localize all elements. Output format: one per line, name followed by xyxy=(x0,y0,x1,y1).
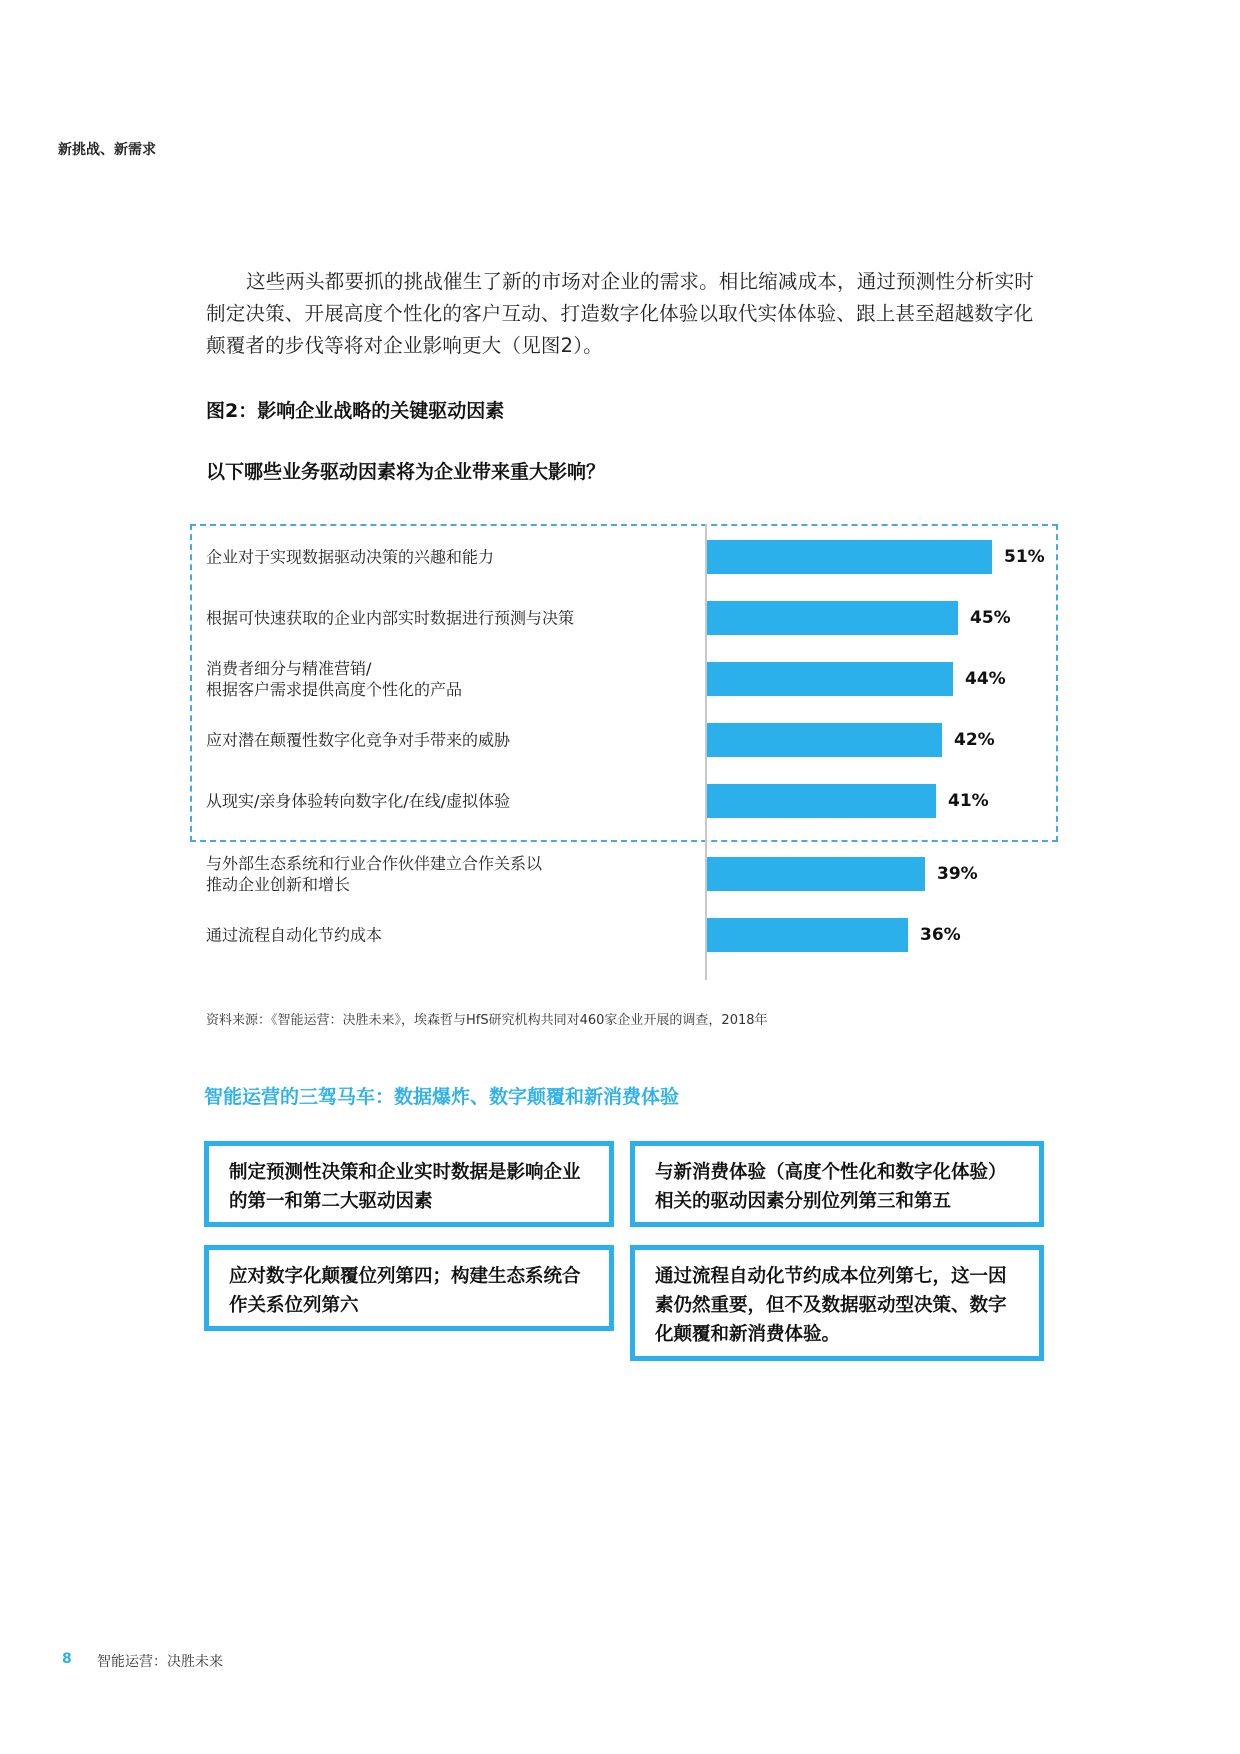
chart-bar-value: 44% xyxy=(965,669,1006,689)
chart-row-label-line: 与外部生态系统和行业合作伙伴建立合作关系以 xyxy=(206,854,543,873)
callout-box-1: 制定预测性决策和企业实时数据是影响企业的第一和第二大驱动因素 xyxy=(204,1141,614,1227)
source-note: 资料来源：《智能运营：决胜未来》，埃森哲与HfS研究机构共同对460家企业开展的调查，2018年 xyxy=(206,1013,768,1028)
chart-row-label xyxy=(206,853,696,895)
chart-bar-value: 36% xyxy=(920,925,961,945)
chart-bar-value: 41% xyxy=(948,791,989,811)
chart-row-label-line: 企业对于实现数据驱动决策的兴趣和能力 xyxy=(206,547,495,567)
footer-title: 智能运营：决胜未来 xyxy=(97,1654,223,1670)
chart-row-label-line: 根据客户需求提供高度个性化的产品 xyxy=(206,680,463,699)
chart-row-label-line: 消费者细分与精准营销/ xyxy=(206,659,372,678)
chart-bar-value: 42% xyxy=(954,730,995,750)
page-number: 8 xyxy=(62,1651,72,1667)
chart-bar xyxy=(707,918,908,952)
callout-box-3: 应对数字化颠覆位列第四；构建生态系统合作关系位列第六 xyxy=(204,1245,614,1331)
chart-bar-value: 45% xyxy=(970,608,1011,628)
chart-row-label-line: 推动企业创新和增长 xyxy=(206,875,351,894)
chart-bar xyxy=(707,857,925,891)
section-header: 新挑战、新需求 xyxy=(58,142,156,158)
chart-bar-value: 39% xyxy=(937,864,978,884)
chart-row-label-line: 应对潜在颠覆性数字化竞争对手带来的威胁 xyxy=(206,730,511,750)
chart-row-label-line: 从现实/亲身体验转向数字化/在线/虚拟体验 xyxy=(206,791,511,811)
chart-row-label-line: 根据可快速获取的企业内部实时数据进行预测与决策 xyxy=(206,608,575,628)
chart-axis xyxy=(705,524,707,980)
chart-row-label-line: 通过流程自动化节约成本 xyxy=(206,925,383,945)
chart-row-label xyxy=(206,925,696,946)
callout-box-4: 通过流程自动化节约成本位列第七，这一因素仍然重要，但不及数据驱动型决策、数字化颠覆和新消费体验。 xyxy=(630,1245,1044,1361)
figure-title: 图2：影响企业战略的关键驱动因素 xyxy=(206,400,505,422)
intro-paragraph: 这些两头都要抓的挑战催生了新的市场对企业的需求。相比缩减成本，通过预测性分析实时制定决策、开展高度个性化的客户互动、打造数字化体验以取代实体体验、跟上甚至超越数字化颠覆者的步伐等将对企业影响更大（见图2）。 xyxy=(206,270,1035,357)
chart-bar-value: 51% xyxy=(1004,547,1045,567)
chart-highlight-box xyxy=(190,524,1058,842)
callout-box-2: 与新消费体验（高度个性化和数字化体验）相关的驱动因素分别位列第三和第五 xyxy=(630,1141,1044,1227)
chart-question: 以下哪些业务驱动因素将为企业带来重大影响？ xyxy=(206,461,606,483)
section-heading: 智能运营的三驾马车：数据爆炸、数字颠覆和新消费体验 xyxy=(204,1086,680,1108)
